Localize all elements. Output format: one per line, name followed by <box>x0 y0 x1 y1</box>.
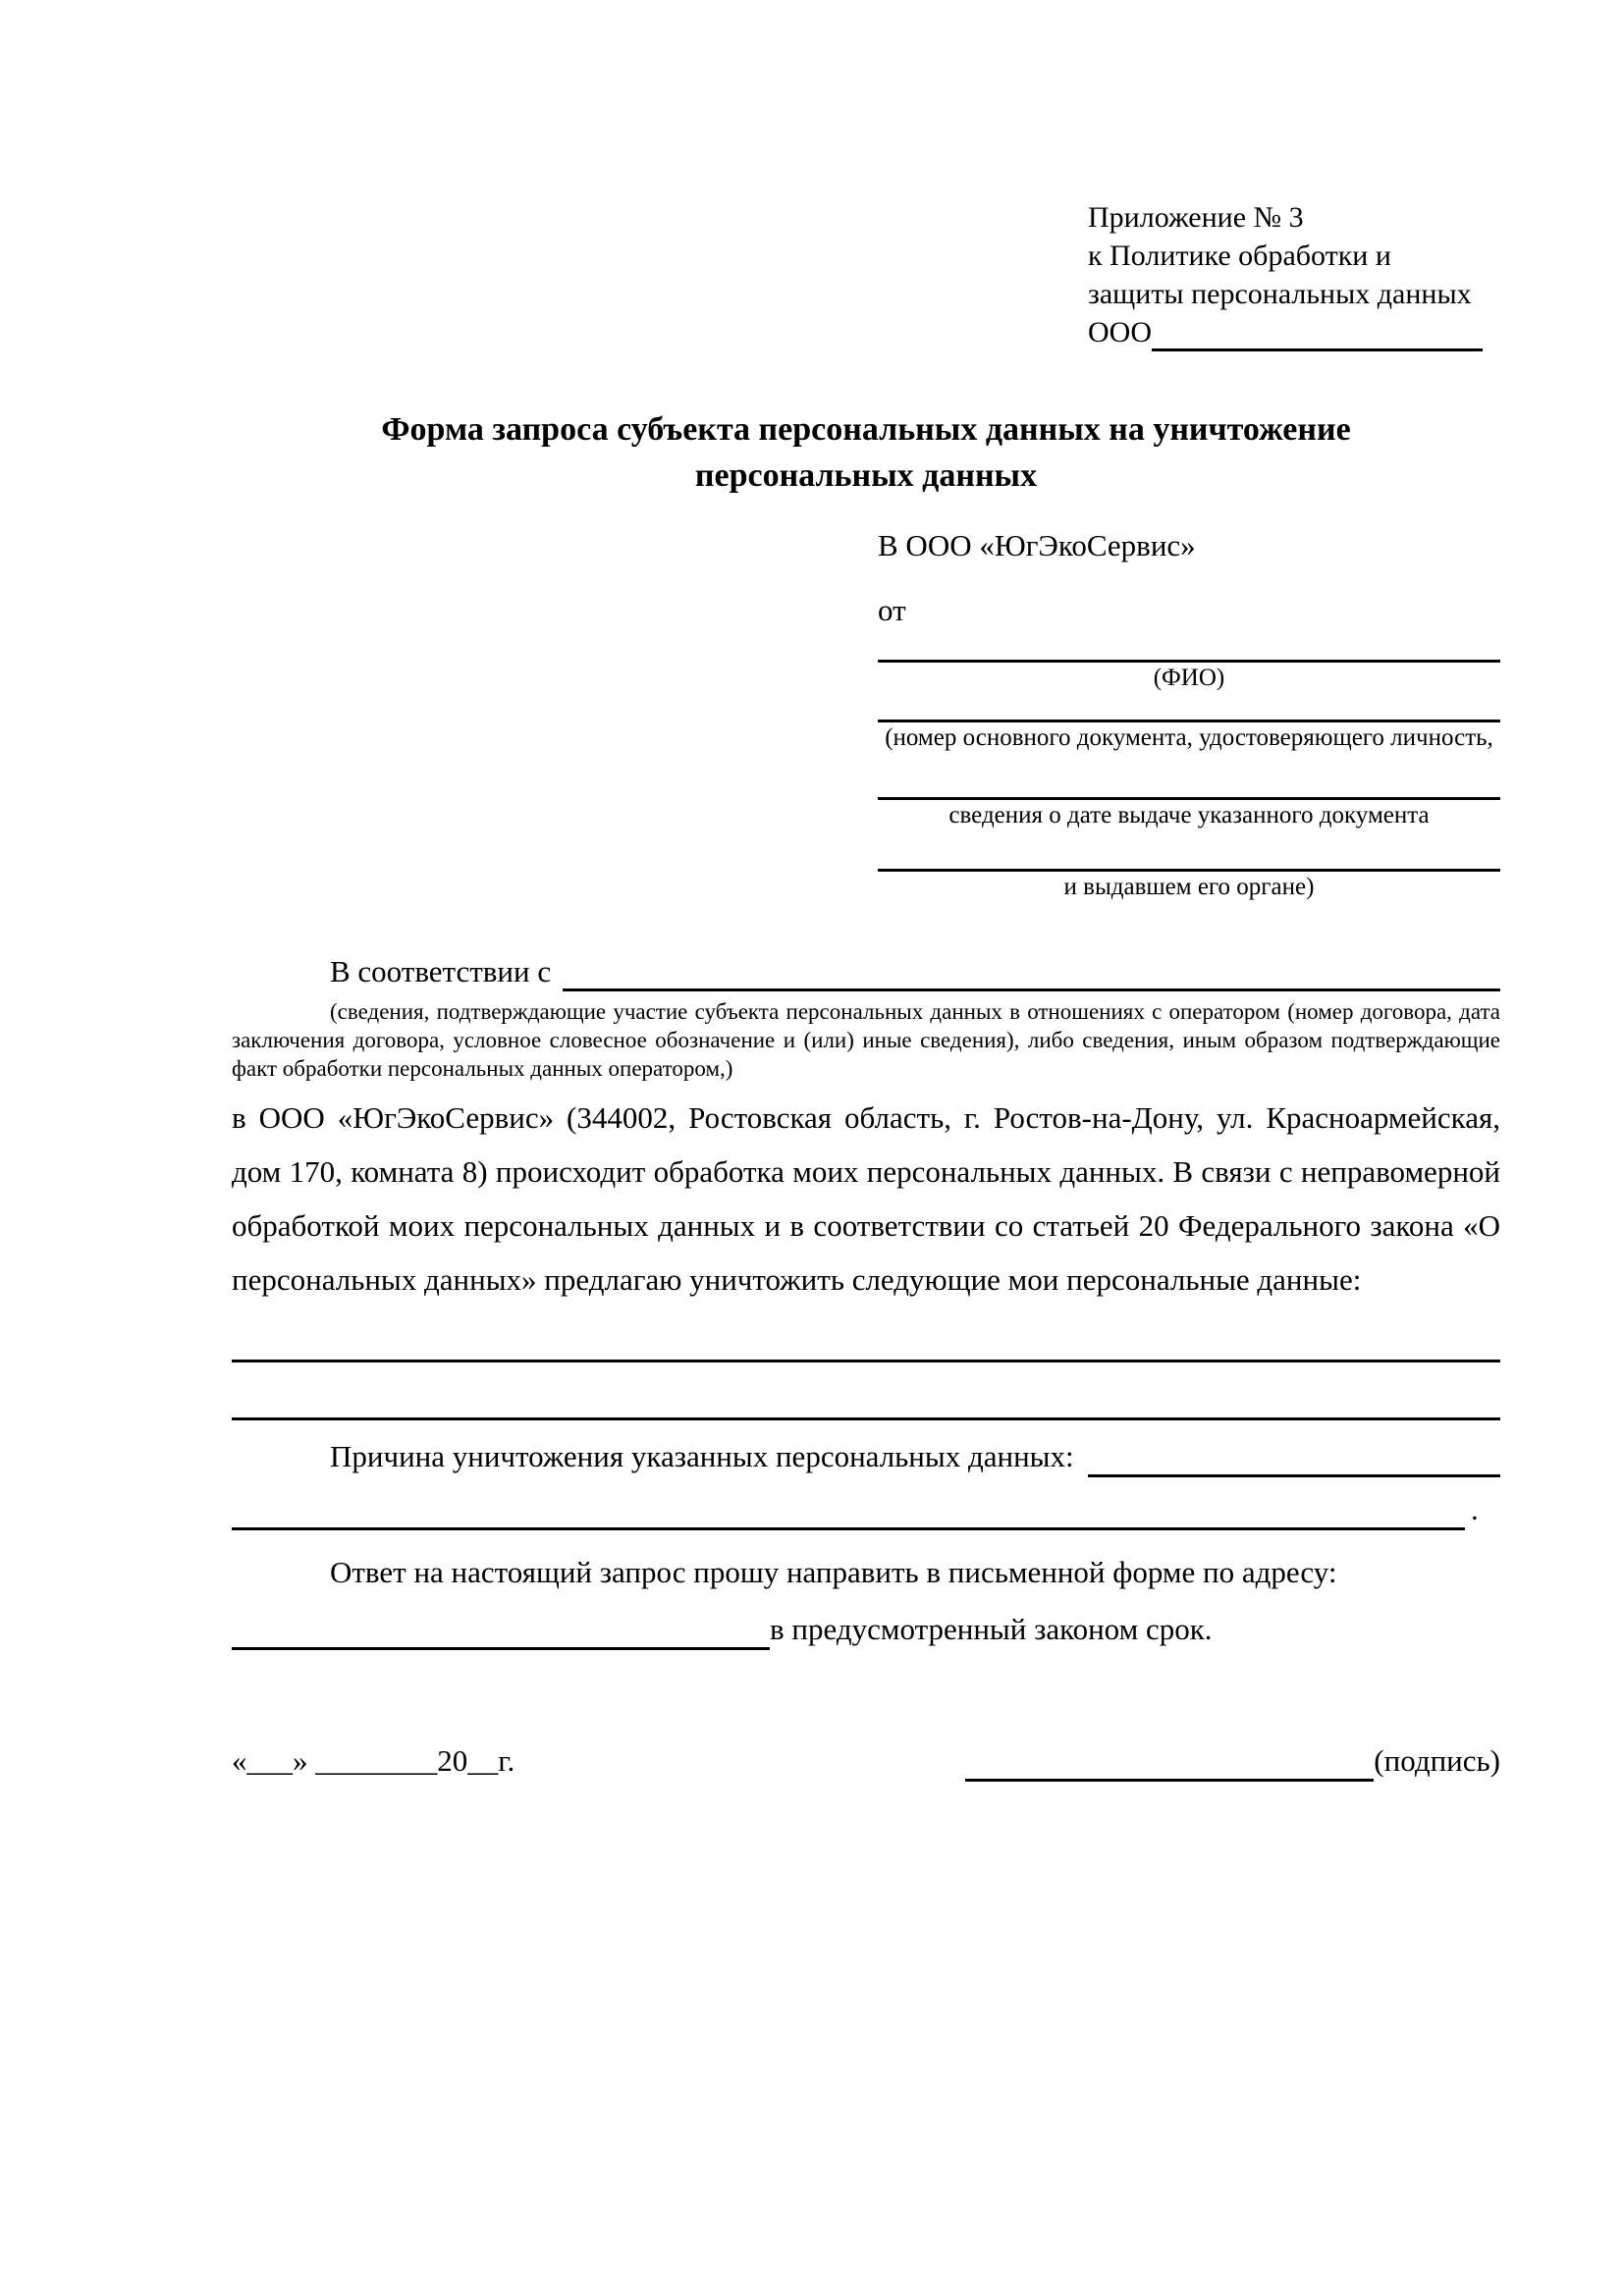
recipient-from: от <box>878 593 906 627</box>
signature-area <box>965 1740 1500 1782</box>
appendix-org-row <box>1088 313 1500 351</box>
recipient-to: В ООО «ЮгЭкоСервис» <box>878 528 1196 562</box>
appendix-line-2: к Политике обработки и <box>1088 240 1391 272</box>
form-title-line-2: персональных данных <box>694 457 1038 494</box>
fio-caption: (ФИО) <box>1153 665 1225 691</box>
issue-date-blank-line <box>878 754 1500 800</box>
address-blank-line <box>232 1612 770 1650</box>
personal-data-blank-line-1 <box>232 1342 1500 1362</box>
recipient-block <box>878 526 1500 903</box>
signature-caption: (подпись) <box>1374 1743 1500 1778</box>
org-prefix: ООО <box>1088 316 1152 348</box>
doc-number-blank-line <box>878 694 1500 722</box>
reason-period: . <box>1471 1492 1479 1526</box>
doc-number-caption: (номер основного документа, удостоверяющего личность, <box>885 724 1493 751</box>
reason-row <box>232 1436 1500 1477</box>
personal-data-blank-line-2 <box>232 1362 1500 1420</box>
form-title-line-1: Форма запроса субъекта персональных данных на уничтожение <box>381 411 1351 448</box>
appendix-line-3: защиты персональных данных <box>1088 278 1472 310</box>
document-content <box>232 0 1500 1782</box>
appendix-line-1: Приложение № 3 <box>1088 201 1304 234</box>
response-paragraph: Ответ на настоящий запрос прошу направить в письменной форме по адресу: <box>330 1555 1337 1589</box>
reason-continuation-blank-line <box>232 1492 1465 1530</box>
issue-date-caption: сведения о дате выдаче указанного документа <box>948 802 1430 828</box>
response-tail-row <box>232 1609 1500 1650</box>
accordance-row <box>232 952 1500 991</box>
accordance-label: В соответствии с <box>330 954 552 988</box>
issuer-caption: и выдавшем его органе) <box>1063 874 1315 900</box>
signature-blank-line <box>965 1745 1374 1782</box>
form-title <box>232 406 1500 499</box>
accordance-blank-line <box>563 955 1500 991</box>
response-tail-text: в предусмотренный законом срок. <box>770 1612 1213 1646</box>
reason-continuation-row <box>232 1489 1500 1530</box>
issuer-blank-line <box>878 831 1500 872</box>
org-name-blank-line <box>1152 319 1483 351</box>
accordance-note: (сведения, подтверждающие участие субъекта персональных данных в отношениях с оператором (номер договора, дата заключения договора, условное словесное обозначение и (или) иные сведения), либо сведения, иным образом подтверждающие факт обработки персональных данных оператором,) <box>232 999 1500 1081</box>
footer-row <box>232 1740 1500 1782</box>
reason-blank-line <box>1088 1439 1500 1477</box>
fio-blank-line <box>878 630 1500 663</box>
main-paragraph: в ООО «ЮгЭкоСервис» (344002, Ростовская область, г. Ростов-на-Дону, ул. Красноармейская, дом 170, комната 8) происходит обработка моих персональных данных. В связи с неправомерной обработкой моих персональных данных и в соответствии со статьей 20 Федерального закона «О персональных данных» предлагаю уничтожить следующие мои персональные данные: <box>232 1100 1500 1297</box>
appendix-block <box>1088 198 1500 351</box>
reason-label: Причина уничтожения указанных персональных данных: <box>330 1439 1074 1473</box>
date-field: «___» ________20__г. <box>232 1743 515 1778</box>
